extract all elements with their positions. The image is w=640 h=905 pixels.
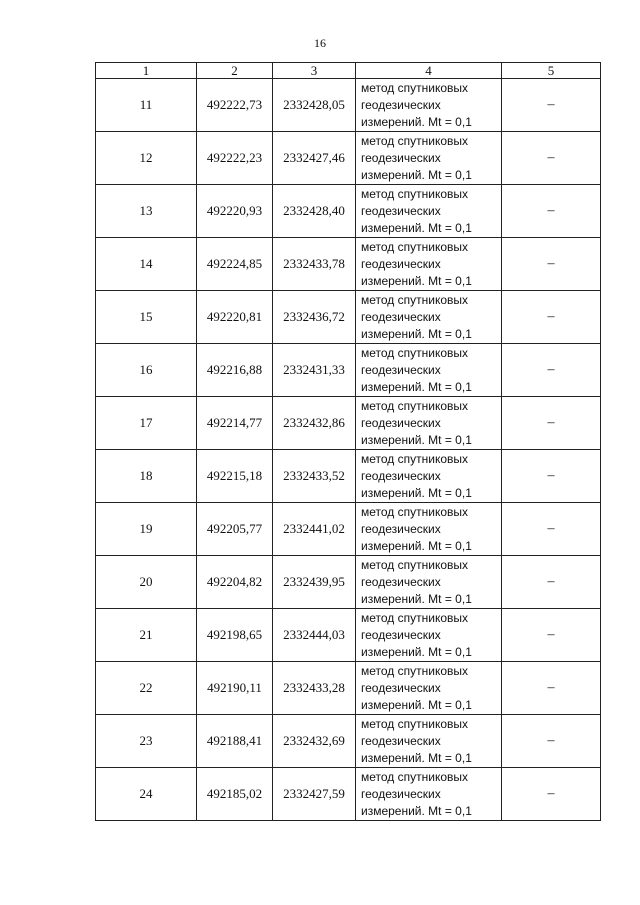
note-cell: – (502, 556, 601, 609)
point-number-cell: 16 (96, 344, 197, 397)
coordinates-table (95, 62, 601, 821)
table-row (96, 662, 601, 715)
point-number-cell: 22 (96, 662, 197, 715)
table-row (96, 609, 601, 662)
note-cell: – (502, 503, 601, 556)
method-cell: метод спутниковых геодезических измерений. Mt = 0,1 (356, 185, 502, 238)
x-coordinate-cell: 492185,02 (197, 768, 273, 821)
column-header: 3 (273, 63, 356, 79)
note-cell: – (502, 450, 601, 503)
y-coordinate-cell: 2332427,46 (273, 132, 356, 185)
x-coordinate-cell: 492216,88 (197, 344, 273, 397)
y-coordinate-cell: 2332432,86 (273, 397, 356, 450)
x-coordinate-cell: 492205,77 (197, 503, 273, 556)
point-number-cell: 20 (96, 556, 197, 609)
method-cell: метод спутниковых геодезических измерений. Mt = 0,1 (356, 662, 502, 715)
method-cell: метод спутниковых геодезических измерений. Mt = 0,1 (356, 132, 502, 185)
point-number-cell: 14 (96, 238, 197, 291)
method-cell: метод спутниковых геодезических измерений. Mt = 0,1 (356, 450, 502, 503)
point-number-cell: 21 (96, 609, 197, 662)
method-cell: метод спутниковых геодезических измерений. Mt = 0,1 (356, 503, 502, 556)
y-coordinate-cell: 2332428,05 (273, 79, 356, 132)
table-row (96, 344, 601, 397)
table-row (96, 79, 601, 132)
y-coordinate-cell: 2332427,59 (273, 768, 356, 821)
table-row (96, 768, 601, 821)
table-row (96, 397, 601, 450)
method-cell: метод спутниковых геодезических измерений. Mt = 0,1 (356, 715, 502, 768)
table-row (96, 450, 601, 503)
page-number: 16 (314, 36, 326, 50)
table-row (96, 715, 601, 768)
method-cell: метод спутниковых геодезических измерений. Mt = 0,1 (356, 609, 502, 662)
table-row (96, 132, 601, 185)
x-coordinate-cell: 492198,65 (197, 609, 273, 662)
note-cell: – (502, 768, 601, 821)
point-number-cell: 24 (96, 768, 197, 821)
y-coordinate-cell: 2332433,28 (273, 662, 356, 715)
note-cell: – (502, 291, 601, 344)
method-cell: метод спутниковых геодезических измерений. Mt = 0,1 (356, 238, 502, 291)
y-coordinate-cell: 2332431,33 (273, 344, 356, 397)
method-cell: метод спутниковых геодезических измерений. Mt = 0,1 (356, 768, 502, 821)
y-coordinate-cell: 2332436,72 (273, 291, 356, 344)
column-header: 5 (502, 63, 601, 79)
table-row (96, 238, 601, 291)
x-coordinate-cell: 492215,18 (197, 450, 273, 503)
point-number-cell: 19 (96, 503, 197, 556)
x-coordinate-cell: 492220,93 (197, 185, 273, 238)
table-row (96, 185, 601, 238)
table-header-row (96, 63, 601, 79)
x-coordinate-cell: 492214,77 (197, 397, 273, 450)
x-coordinate-cell: 492188,41 (197, 715, 273, 768)
note-cell: – (502, 185, 601, 238)
note-cell: – (502, 344, 601, 397)
method-cell: метод спутниковых геодезических измерений. Mt = 0,1 (356, 291, 502, 344)
y-coordinate-cell: 2332428,40 (273, 185, 356, 238)
table-row (96, 291, 601, 344)
column-header: 2 (197, 63, 273, 79)
note-cell: – (502, 79, 601, 132)
note-cell: – (502, 132, 601, 185)
point-number-cell: 15 (96, 291, 197, 344)
column-header: 1 (96, 63, 197, 79)
point-number-cell: 11 (96, 79, 197, 132)
y-coordinate-cell: 2332433,52 (273, 450, 356, 503)
note-cell: – (502, 609, 601, 662)
point-number-cell: 18 (96, 450, 197, 503)
method-cell: метод спутниковых геодезических измерений. Mt = 0,1 (356, 344, 502, 397)
x-coordinate-cell: 492204,82 (197, 556, 273, 609)
y-coordinate-cell: 2332441,02 (273, 503, 356, 556)
table-body (96, 79, 601, 821)
note-cell: – (502, 397, 601, 450)
x-coordinate-cell: 492190,11 (197, 662, 273, 715)
method-cell: метод спутниковых геодезических измерений. Mt = 0,1 (356, 79, 502, 132)
y-coordinate-cell: 2332444,03 (273, 609, 356, 662)
x-coordinate-cell: 492222,73 (197, 79, 273, 132)
point-number-cell: 13 (96, 185, 197, 238)
y-coordinate-cell: 2332439,95 (273, 556, 356, 609)
note-cell: – (502, 662, 601, 715)
point-number-cell: 23 (96, 715, 197, 768)
x-coordinate-cell: 492222,23 (197, 132, 273, 185)
x-coordinate-cell: 492220,81 (197, 291, 273, 344)
note-cell: – (502, 238, 601, 291)
note-cell: – (502, 715, 601, 768)
x-coordinate-cell: 492224,85 (197, 238, 273, 291)
point-number-cell: 17 (96, 397, 197, 450)
y-coordinate-cell: 2332433,78 (273, 238, 356, 291)
table-row (96, 503, 601, 556)
method-cell: метод спутниковых геодезических измерений. Mt = 0,1 (356, 556, 502, 609)
point-number-cell: 12 (96, 132, 197, 185)
method-cell: метод спутниковых геодезических измерений. Mt = 0,1 (356, 397, 502, 450)
column-header: 4 (356, 63, 502, 79)
y-coordinate-cell: 2332432,69 (273, 715, 356, 768)
table-row (96, 556, 601, 609)
